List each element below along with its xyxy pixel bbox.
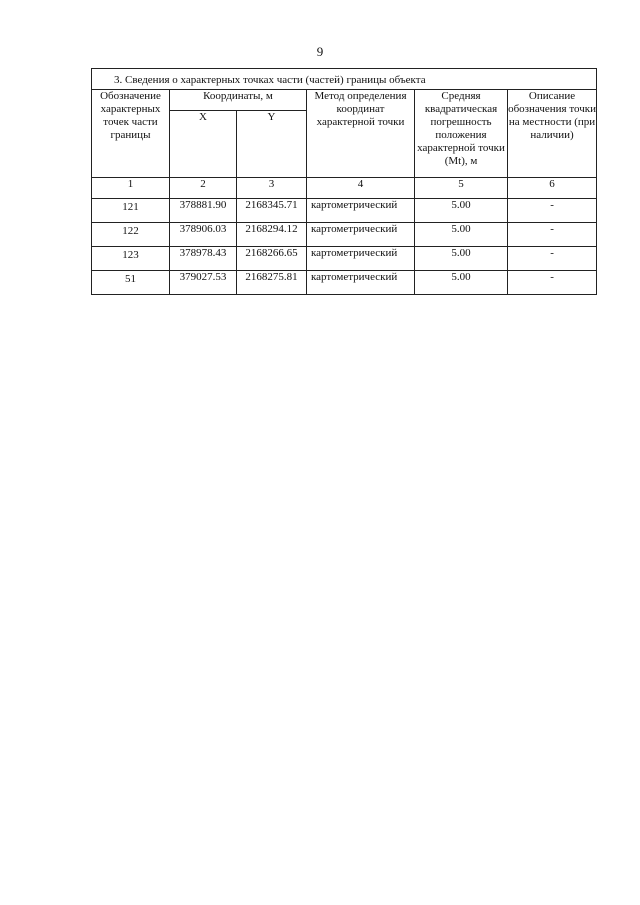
- y-cell: 2168294.12: [237, 223, 307, 247]
- column-number: 4: [307, 178, 415, 199]
- x-cell: 378881.90: [170, 199, 237, 223]
- header-y: Y: [237, 111, 307, 178]
- table-row: [92, 199, 597, 223]
- table-row: [92, 271, 597, 295]
- header-coordinates: Координаты, м: [170, 90, 307, 111]
- column-number: 1: [92, 178, 170, 199]
- header-x: X: [170, 111, 237, 178]
- y-cell: 2168266.65: [237, 247, 307, 271]
- accuracy-cell: 5.00: [415, 247, 508, 271]
- point-id-cell: 121: [92, 199, 170, 223]
- method-cell: картометрический: [307, 247, 415, 271]
- y-cell: 2168345.71: [237, 199, 307, 223]
- method-cell: картометрический: [307, 271, 415, 295]
- column-number: 6: [508, 178, 597, 199]
- column-number: 5: [415, 178, 508, 199]
- accuracy-cell: 5.00: [415, 199, 508, 223]
- header-description: Описание обозначения точки на местности (при наличии): [508, 90, 597, 178]
- point-id-cell: 122: [92, 223, 170, 247]
- description-cell: -: [508, 271, 597, 295]
- accuracy-cell: 5.00: [415, 271, 508, 295]
- description-cell: -: [508, 247, 597, 271]
- x-cell: 378906.03: [170, 223, 237, 247]
- header-accuracy: Средняя квадратическая погрешность положения характерной точки (Mt), м: [415, 90, 508, 178]
- x-cell: 378978.43: [170, 247, 237, 271]
- column-number: 3: [237, 178, 307, 199]
- section-title: 3. Сведения о характерных точках части (частей) границы объекта: [92, 69, 597, 90]
- description-cell: -: [508, 223, 597, 247]
- boundary-points-table: [91, 68, 597, 295]
- y-cell: 2168275.81: [237, 271, 307, 295]
- description-cell: -: [508, 199, 597, 223]
- header-point-designation: Обозначение характерных точек части границы: [92, 90, 170, 178]
- point-id-cell: 51: [92, 271, 170, 295]
- table-row: [92, 223, 597, 247]
- method-cell: картометрический: [307, 199, 415, 223]
- column-numbers-row: [92, 178, 597, 199]
- method-cell: картометрический: [307, 223, 415, 247]
- point-id-cell: 123: [92, 247, 170, 271]
- page-number: 9: [316, 44, 324, 59]
- header-method: Метод определения координат характерной точки: [307, 90, 415, 178]
- column-number: 2: [170, 178, 237, 199]
- table-row: [92, 247, 597, 271]
- x-cell: 379027.53: [170, 271, 237, 295]
- accuracy-cell: 5.00: [415, 223, 508, 247]
